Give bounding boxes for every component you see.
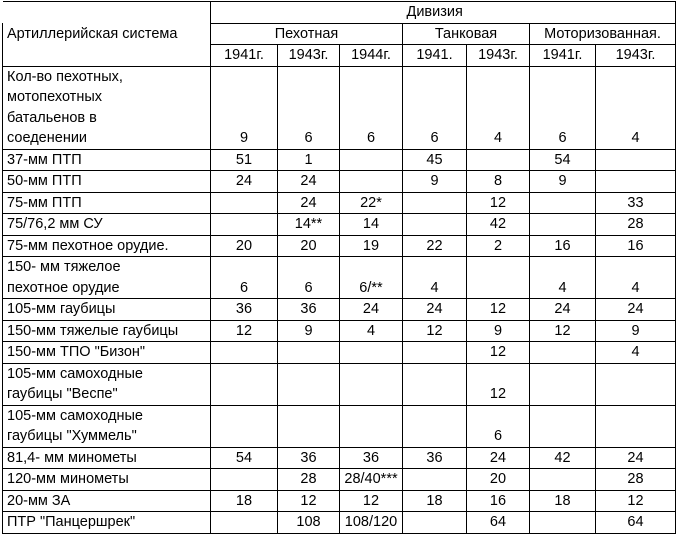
- table-cell: [211, 363, 278, 405]
- row-label-line: ПТР "Панцершрек": [7, 514, 136, 530]
- row-label-line: 20-мм ЗА: [7, 492, 71, 509]
- row-label: [3, 192, 211, 214]
- row-label-line: гаубицы "Хуммель": [7, 428, 137, 444]
- table-cell: 4: [340, 320, 403, 342]
- table-cell: 24: [278, 171, 340, 193]
- row-label: [3, 405, 211, 447]
- row-label-line: 81,4- мм минометы: [7, 449, 137, 466]
- group-header-infantry: Пехотная: [211, 23, 403, 45]
- table-cell: 28/40***: [340, 469, 403, 491]
- table-cell: [403, 405, 467, 447]
- row-label-line: 75-мм пехотное орудие.: [7, 237, 169, 254]
- table-cell: 12: [403, 320, 467, 342]
- system-header-bottom: [3, 45, 211, 67]
- table-cell: [211, 214, 278, 236]
- year-header: 1943г.: [467, 45, 530, 67]
- table-cell: [211, 192, 278, 214]
- table-cell: 6: [530, 66, 596, 149]
- row-label: [3, 320, 211, 342]
- table-cell: 6: [340, 66, 403, 149]
- table-cell: [403, 363, 467, 405]
- table-cell: 36: [340, 447, 403, 469]
- header-spacer: [278, 2, 340, 24]
- table-cell: 6: [467, 405, 530, 447]
- table-cell: 36: [403, 447, 467, 469]
- table-cell: [278, 342, 340, 364]
- group-header-motorized: Моторизованная.: [530, 23, 676, 45]
- table-cell: 51: [211, 149, 278, 171]
- table-cell: [340, 342, 403, 364]
- table-cell: [403, 512, 467, 534]
- table-row: [3, 363, 676, 405]
- row-label-line: 150-мм ТПО "Бизон": [7, 344, 146, 360]
- table-row: [3, 490, 676, 512]
- table-cell: 36: [278, 447, 340, 469]
- table-cell: 12: [467, 192, 530, 214]
- table-cell: 16: [467, 490, 530, 512]
- row-label: [3, 149, 211, 171]
- table-cell: 24: [530, 299, 596, 321]
- table-cell: 24: [340, 299, 403, 321]
- table-cell: 24: [278, 192, 340, 214]
- row-label: [3, 66, 211, 149]
- row-label-line: 150-мм тяжелые гаубицы: [7, 322, 179, 339]
- row-label-line: 75/76,2 мм СУ: [7, 216, 103, 232]
- row-label-line: батальенов в: [7, 109, 97, 126]
- table-cell: 12: [340, 490, 403, 512]
- year-header: 1943г.: [278, 45, 340, 67]
- table-row: [3, 171, 676, 193]
- table-row: [3, 214, 676, 236]
- row-label: [3, 214, 211, 236]
- table-cell: 18: [403, 490, 467, 512]
- table-cell: [596, 405, 676, 447]
- table-cell: 14**: [278, 214, 340, 236]
- table-row: [3, 299, 676, 321]
- table-cell: 14: [340, 214, 403, 236]
- table-cell: 20: [211, 235, 278, 257]
- table-cell: 9: [211, 66, 278, 149]
- table-cell: [340, 171, 403, 193]
- table-cell: [340, 149, 403, 171]
- header-row-years: [3, 45, 676, 67]
- table-cell: [403, 342, 467, 364]
- table-cell: [530, 363, 596, 405]
- table-cell: 24: [467, 447, 530, 469]
- table-cell: 24: [211, 171, 278, 193]
- table-cell: [278, 363, 340, 405]
- header-row-division: [3, 2, 676, 24]
- table-cell: 20: [278, 235, 340, 257]
- table-cell: [340, 363, 403, 405]
- row-label-line: 150- мм тяжелое: [7, 259, 121, 275]
- row-label: [3, 490, 211, 512]
- table-row: [3, 320, 676, 342]
- table-cell: 8: [467, 171, 530, 193]
- table-cell: 22: [403, 235, 467, 257]
- table-cell: 4: [596, 66, 676, 149]
- year-header: 1943г.: [596, 45, 676, 67]
- row-label-line: мотопехотных: [7, 89, 103, 105]
- table-cell: [596, 363, 676, 405]
- row-label: [3, 171, 211, 193]
- table-cell: 4: [403, 257, 467, 299]
- table-cell: 36: [278, 299, 340, 321]
- table-cell: 20: [467, 469, 530, 491]
- table-row: [3, 257, 676, 299]
- table-cell: [530, 214, 596, 236]
- header-corner: [3, 2, 211, 24]
- table-cell: [278, 405, 340, 447]
- table-cell: 24: [596, 299, 676, 321]
- table-cell: [530, 512, 596, 534]
- year-header: 1944г.: [340, 45, 403, 67]
- header-spacer: [211, 2, 278, 24]
- table-cell: [467, 257, 530, 299]
- table-cell: 6: [211, 257, 278, 299]
- artillery-table: [2, 1, 676, 534]
- table-row: [3, 149, 676, 171]
- table-cell: [530, 469, 596, 491]
- table-cell: 6: [278, 66, 340, 149]
- table-cell: 6/**: [340, 257, 403, 299]
- table-cell: 42: [530, 447, 596, 469]
- row-label: [3, 469, 211, 491]
- row-label: [3, 257, 211, 299]
- table-cell: [403, 469, 467, 491]
- table-cell: [403, 192, 467, 214]
- table-row: [3, 405, 676, 447]
- table-cell: 64: [596, 512, 676, 534]
- table-cell: 24: [596, 447, 676, 469]
- table-cell: 54: [530, 149, 596, 171]
- table-row: [3, 342, 676, 364]
- table-cell: 36: [211, 299, 278, 321]
- row-label-line: 50-мм ПТП: [7, 173, 82, 189]
- row-label: [3, 447, 211, 469]
- table-cell: [211, 512, 278, 534]
- row-label: [3, 363, 211, 405]
- table-cell: [340, 405, 403, 447]
- table-cell: 45: [403, 149, 467, 171]
- table-row: [3, 469, 676, 491]
- table-cell: 12: [467, 342, 530, 364]
- table-cell: 12: [278, 490, 340, 512]
- row-label-line: 37-мм ПТП: [7, 151, 82, 168]
- table-cell: 12: [530, 320, 596, 342]
- table-cell: 19: [340, 235, 403, 257]
- row-label-line: соеденении: [7, 130, 88, 146]
- table-cell: 12: [467, 299, 530, 321]
- table-cell: 42: [467, 214, 530, 236]
- table-cell: 28: [596, 214, 676, 236]
- table-cell: 12: [596, 490, 676, 512]
- table-cell: 28: [278, 469, 340, 491]
- table-cell: 9: [403, 171, 467, 193]
- table-cell: 12: [467, 363, 530, 405]
- table-cell: 4: [596, 342, 676, 364]
- table-cell: [530, 342, 596, 364]
- division-header: Дивизия: [403, 2, 676, 24]
- table-row: [3, 235, 676, 257]
- table-cell: 108/120: [340, 512, 403, 534]
- table-cell: 9: [467, 320, 530, 342]
- row-label-line: 120-мм минометы: [7, 471, 129, 487]
- row-label-line: 105-мм самоходные: [7, 365, 143, 382]
- table-cell: [403, 214, 467, 236]
- table-cell: 9: [530, 171, 596, 193]
- table-cell: 4: [530, 257, 596, 299]
- table-cell: 28: [596, 469, 676, 491]
- year-header: 1941г.: [530, 45, 596, 67]
- table-cell: 108: [278, 512, 340, 534]
- table-cell: 64: [467, 512, 530, 534]
- table-cell: 6: [403, 66, 467, 149]
- table-cell: 33: [596, 192, 676, 214]
- table-cell: 9: [278, 320, 340, 342]
- table-cell: [467, 149, 530, 171]
- table-cell: 2: [467, 235, 530, 257]
- table-cell: 54: [211, 447, 278, 469]
- system-header: Артиллерийская система: [3, 23, 211, 45]
- row-label-line: 105-мм самоходные: [7, 407, 143, 424]
- row-label-line: 105-мм гаубицы: [7, 301, 116, 317]
- table-cell: [211, 469, 278, 491]
- table-cell: 18: [211, 490, 278, 512]
- table-row: [3, 512, 676, 534]
- year-header: 1941.: [403, 45, 467, 67]
- row-label: [3, 299, 211, 321]
- table-cell: [530, 405, 596, 447]
- table-cell: [596, 149, 676, 171]
- table-cell: [596, 171, 676, 193]
- row-label-line: гаубицы "Веспе": [7, 386, 118, 402]
- table-cell: 16: [530, 235, 596, 257]
- year-header: 1941г.: [211, 45, 278, 67]
- row-label: [3, 512, 211, 534]
- table-row: [3, 192, 676, 214]
- table-cell: [211, 342, 278, 364]
- table-cell: [530, 192, 596, 214]
- table-cell: 6: [278, 257, 340, 299]
- table-cell: 9: [596, 320, 676, 342]
- table-cell: 16: [596, 235, 676, 257]
- table-cell: [211, 405, 278, 447]
- table-cell: 24: [403, 299, 467, 321]
- row-label-line: пехотное орудие: [7, 279, 120, 296]
- table-cell: 12: [211, 320, 278, 342]
- table-cell: 22*: [340, 192, 403, 214]
- table-row: [3, 66, 676, 149]
- row-label: [3, 342, 211, 364]
- table-cell: 1: [278, 149, 340, 171]
- table-cell: 4: [596, 257, 676, 299]
- header-spacer: [340, 2, 403, 24]
- row-label-line: 75-мм ПТП: [7, 194, 82, 211]
- table-cell: 18: [530, 490, 596, 512]
- table-row: [3, 447, 676, 469]
- row-label: [3, 235, 211, 257]
- group-header-tank: Танковая: [403, 23, 530, 45]
- header-row-groups: [3, 23, 676, 45]
- table-cell: 4: [467, 66, 530, 149]
- row-label-line: Кол-во пехотных,: [7, 68, 123, 85]
